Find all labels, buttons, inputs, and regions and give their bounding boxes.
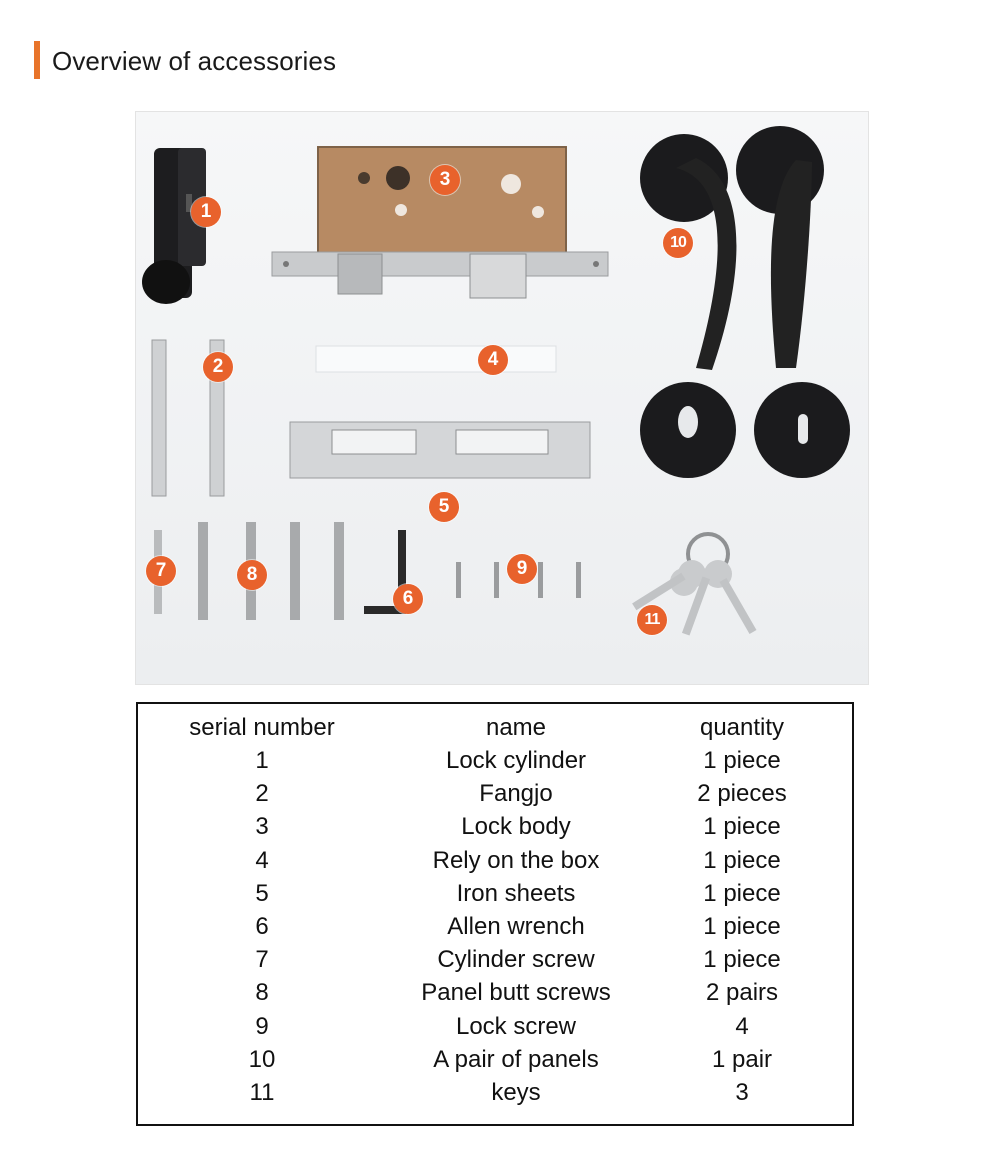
badge-5: 5	[429, 492, 459, 522]
cell-quantity: 1 piece	[703, 879, 781, 907]
header-name: name	[485, 714, 547, 741]
accessories-illustration	[136, 112, 868, 684]
table-row	[138, 913, 852, 946]
badge-8: 8	[237, 560, 267, 590]
cell-quantity: 2 pieces	[697, 780, 787, 808]
cell-quantity: 1 piece	[703, 913, 781, 940]
cell-quantity: 2 pairs	[705, 979, 779, 1007]
badge-2: 2	[203, 352, 233, 382]
cell-serial-number: 11	[249, 1079, 275, 1106]
table-row	[138, 847, 852, 880]
cell-name: Cylinder screw	[437, 946, 595, 974]
badge-7: 7	[146, 556, 176, 586]
table-header-row	[138, 714, 852, 747]
cell-quantity: 4	[735, 1012, 749, 1040]
door-handles-image	[640, 126, 850, 478]
badge-11: 11	[637, 605, 667, 635]
badge-9: 9	[507, 554, 537, 584]
header-serial-number: serial number	[189, 714, 335, 741]
cell-serial-number: 9	[255, 1012, 269, 1040]
table-row	[138, 780, 852, 813]
cell-name: Lock screw	[455, 1012, 577, 1040]
cell-serial-number: 6	[255, 913, 269, 940]
cell-name: Allen wrench	[447, 913, 585, 940]
cell-serial-number: 10	[248, 1045, 276, 1073]
table-row	[138, 880, 852, 913]
cell-name: Fangjo	[479, 780, 553, 808]
cell-name: A pair of panels	[433, 1045, 599, 1073]
cell-quantity: 1 pair	[711, 1045, 773, 1073]
table-row	[138, 813, 852, 846]
cell-quantity: 1 piece	[703, 846, 781, 874]
cell-serial-number: 2	[255, 780, 269, 808]
cell-name: Lock body	[461, 813, 571, 841]
cell-serial-number: 1	[255, 747, 269, 774]
cell-serial-number: 4	[255, 846, 269, 874]
accessories-photo	[135, 111, 869, 685]
cell-name: Iron sheets	[456, 879, 576, 907]
table-row	[138, 747, 852, 780]
header-quantity: quantity	[699, 714, 785, 741]
badge-1: 1	[191, 197, 221, 227]
cell-quantity: 1 piece	[703, 946, 781, 974]
cell-quantity: 1 piece	[703, 813, 781, 841]
title-accent-bar	[34, 41, 40, 79]
badge-6: 6	[393, 584, 423, 614]
cell-serial-number: 3	[255, 813, 269, 841]
cell-quantity: 1 piece	[703, 747, 781, 774]
cell-serial-number: 7	[255, 946, 269, 974]
iron-sheet-image	[290, 422, 590, 478]
cell-name: keys	[491, 1079, 541, 1106]
table-row	[138, 946, 852, 979]
cell-name: Panel butt screws	[421, 979, 611, 1007]
cell-name: Rely on the box	[432, 846, 600, 874]
badge-4: 4	[478, 345, 508, 375]
badge-3: 3	[430, 165, 460, 195]
lock-cylinder-image	[142, 148, 206, 304]
cell-serial-number: 8	[255, 979, 269, 1007]
table-row	[138, 1046, 852, 1079]
cell-name: Lock cylinder	[445, 747, 587, 774]
accessories-table	[136, 702, 854, 1126]
strike-box-image	[316, 346, 556, 372]
cell-serial-number: 5	[255, 879, 269, 907]
table-row	[138, 1079, 852, 1112]
table-row	[138, 979, 852, 1012]
cell-quantity: 3	[735, 1079, 749, 1106]
badge-10: 10	[663, 228, 693, 258]
table-row	[138, 1013, 852, 1046]
page-title: Overview of accessories	[52, 46, 337, 76]
